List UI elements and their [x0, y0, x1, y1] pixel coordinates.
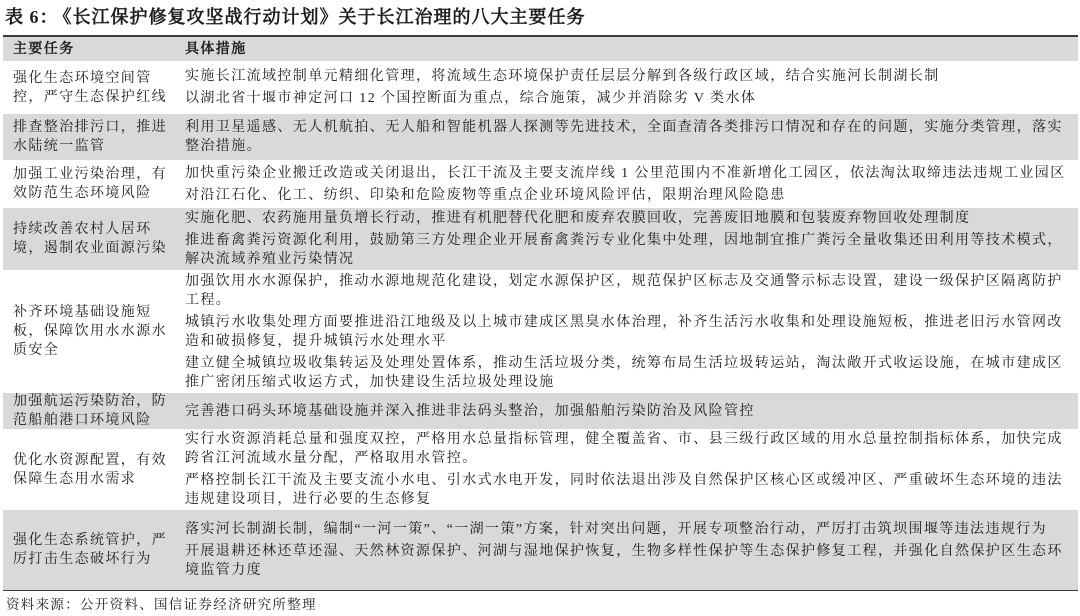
task-cell: [3, 61, 175, 114]
table-caption: [5, 6, 586, 30]
table-row: [3, 114, 1078, 160]
measures-cell: [175, 510, 1078, 590]
measures-cell: [175, 114, 1078, 160]
measure-item: 实行水资源消耗总量和强度双控，严格用水总量指标管理，健全覆盖省、市、县三级行政区域的用水总量控制指标体系，加快完成跨省江河流域水量分配，严格取用水管控。: [185, 432, 1063, 466]
task-cell: [3, 208, 175, 270]
task-name: 强化生态系统管护，严厉打击生态破坏行为: [13, 533, 167, 567]
measure-item: 实施长江流域控制单元精细化管理，将流域生态环境保护责任层层分解到各级行政区域，结合实施河长制湖长制: [185, 69, 940, 84]
table-number: 表 6：: [5, 7, 59, 27]
task-name: 加强工业污染治理，有效防范生态环境风险: [13, 167, 167, 201]
task-name: 加强航运污染防治，防范船舶港口环境风险: [13, 394, 167, 428]
table-row: [3, 208, 1078, 270]
measures-cell: [175, 270, 1078, 393]
source-note: 资料来源：公开资料、国信证券经济研究所整理: [6, 597, 317, 612]
measure-item: 城镇污水收集处理方面要推进沿江地级及以上城市建成区黑臭水体治理，补齐生活污水收集和处理设施短板，推进老旧污水管网改造和破损修复，提升城镇污水处理水平: [185, 314, 1063, 349]
measure-item: 严格控制长江干流及主要支流小水电、引水式水电开发，同时依法退出涉及自然保护区核心区或缓冲区、严重破坏生态环境的违法违规建设项目，进行必要的生态修复: [185, 473, 1063, 507]
measures-cell: [175, 61, 1078, 114]
task-name: 持续改善农村人居环境，遏制农业面源污染: [13, 222, 167, 256]
task-cell: [3, 393, 175, 429]
task-cell: [3, 510, 175, 590]
table-title: 《长江保护修复攻坚战行动计划》关于长江治理的八大主要任务: [62, 7, 586, 27]
measure-item: 落实河长制湖长制，编制“一河一策”、“一湖一策”方案，针对突出问题，开展专项整治行动，严厉打击筑坝围堰等违法违规行为: [185, 522, 1048, 537]
task-name: 补齐环境基础设施短板，保障饮用水水源水质安全: [13, 305, 167, 358]
measure-item: 加强饮用水水源保护，推动水源地规范化建设，划定水源保护区，规范保护区标志及交通警示标志设置，建设一级保护区隔离防护工程。: [185, 273, 1063, 308]
task-name: 强化生态环境空间管控，严守生态保护红线: [13, 70, 167, 105]
table-header-row: [3, 37, 1078, 61]
measure-item: 推进畜禽粪污资源化利用，鼓励第三方处理企业开展畜禽粪污专业化集中处理，因地制宜推广粪污全量收集还田利用等技术模式，解决流域养殖业污染情况: [185, 233, 1063, 267]
measure-item: 利用卫星遥感、无人机航拍、无人船和智能机器人探测等先进技术，全面查清各类排污口情况和存在的问题，实施分类管理，落实整治措施。: [185, 120, 1063, 154]
task-cell: [3, 114, 175, 160]
table-row: [3, 429, 1078, 510]
measure-item: 对沿江石化、化工、纺织、印染和危险废物等重点企业环境风险评估，限期治理风险隐患: [185, 187, 786, 203]
measure-item: 实施化肥、农药施用量负增长行动，推进有机肥替代化肥和废弃农膜回收，完善废旧地膜和包装废弃物回收处理制度: [185, 211, 971, 226]
table-row: [3, 510, 1078, 590]
table-row: [3, 270, 1078, 393]
task-cell: [3, 429, 175, 510]
column-header-measures: 具体措施: [185, 41, 247, 57]
task-name: 排查整治排污口，推进水陆统一监管: [13, 120, 167, 154]
table-row: [3, 160, 1078, 208]
measure-item: 以湖北省十堰市神定河口 12 个国控断面为重点，综合施策，减少并消除劣 V 类水体: [185, 91, 757, 106]
tasks-table: [3, 35, 1078, 591]
measures-cell: [175, 393, 1078, 429]
measure-item: 建立健全城镇垃圾收集转运及处理处置体系，推动生活垃圾分类，统筹布局生活垃圾转运站，淘汰敞开式收运设施，在城市建成区推广密闭压缩式收运方式，加快建设生活垃圾处理设施: [185, 355, 1063, 390]
task-name: 优化水资源配置，有效保障生态用水需求: [13, 452, 167, 487]
measure-item: 完善港口码头环境基础设施并深入推进非法码头整治，加强船舶污染防治及风险管控: [185, 403, 755, 419]
measure-item: 加快重污染企业搬迁改造或关闭退出，长江干流及主要支流岸线 1 公里范围内不准新增化工园区，依法淘汰取缔违法违规工业园区: [185, 165, 1066, 181]
table-row: [3, 61, 1078, 114]
task-cell: [3, 270, 175, 393]
table-row: [3, 393, 1078, 429]
measure-item: 开展退耕还林还草还湿、天然林资源保护、河湖与湿地保护恢复，生物多样性保护等生态保护修复工程，并强化自然保护区生态环境监管力度: [185, 544, 1063, 578]
measures-cell: [175, 160, 1078, 208]
measures-cell: [175, 208, 1078, 270]
measures-cell: [175, 429, 1078, 510]
column-header-task: 主要任务: [13, 41, 75, 57]
task-cell: [3, 160, 175, 208]
